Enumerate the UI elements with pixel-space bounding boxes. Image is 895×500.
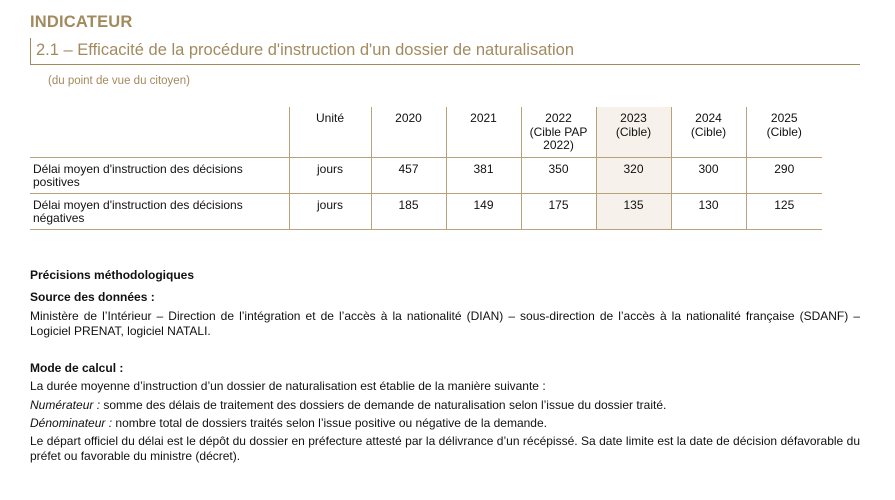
cell-2025: 125: [746, 193, 822, 229]
numerator-line: [30, 398, 666, 413]
cell-2023: 320: [596, 157, 671, 193]
calc-intro: La durée moyenne d’instruction d’un dossier de naturalisation est établie de la manière suivante :: [30, 379, 546, 393]
indicator-label: INDICATEUR: [30, 13, 133, 31]
header-unit: Unité: [289, 107, 371, 157]
table-corner: [30, 107, 289, 157]
cell-2025: 290: [746, 157, 822, 193]
cell-2023: 135: [596, 193, 671, 229]
cell-2024: 130: [671, 193, 746, 229]
indicator-table: [30, 107, 822, 230]
denominator-label: Dénominateur :: [30, 416, 113, 430]
source-heading: Source des données :: [30, 290, 155, 304]
cell-2021: 381: [446, 157, 521, 193]
cell-2021: 149: [446, 193, 521, 229]
row-unit: jours: [289, 193, 371, 229]
indicator-title-box: [30, 38, 860, 65]
header-2025: 2025 (Cible): [766, 111, 802, 139]
header-2022: 2022 (Cible PAP 2022): [521, 107, 596, 157]
cell-2022: 175: [521, 193, 596, 229]
cell-2022: 350: [521, 157, 596, 193]
denominator-line: [30, 416, 547, 431]
start-text: Le départ officiel du délai est le dépôt du dossier en préfecture attesté par la délivrance d’un récépissé. Sa date limite est la date de décision défavorable du préfet ou favorable du ministre (décret).: [30, 434, 860, 463]
table-row: [30, 157, 822, 193]
cell-2020: 185: [371, 193, 446, 229]
indicator-subtitle: (du point de vue du citoyen): [48, 75, 190, 87]
row-label: Délai moyen d'instruction des décisions négatives: [30, 193, 289, 229]
row-label: Délai moyen d'instruction des décisions positives: [30, 157, 289, 193]
indicator-title: 2.1 – Efficacité de la procédure d'instruction d'un dossier de naturalisation: [36, 41, 574, 59]
source-text: Ministère de l’Intérieur – Direction de l’intégration et de l’accès à la nationalité (DIAN) – sous-direction de l’accès à la nationalité française (SDANF) – Logiciel PRENAT, logiciel NATALI.: [30, 309, 860, 338]
denominator-text: nombre total de dossiers traités selon l’issue positive ou négative de la demande.: [115, 416, 547, 430]
header-2024: 2024 (Cible): [671, 107, 746, 157]
numerator-text: somme des délais de traitement des dossiers de demande de naturalisation selon l’issue du dossier traité.: [103, 398, 667, 412]
method-heading: Précisions méthodologiques: [30, 268, 195, 282]
cell-2020: 457: [371, 157, 446, 193]
cell-2024: 300: [671, 157, 746, 193]
row-unit: jours: [289, 157, 371, 193]
numerator-label: Numérateur :: [30, 398, 101, 412]
header-2021: 2021: [446, 107, 521, 157]
table-row: [30, 193, 822, 229]
header-2023: 2023 (Cible): [596, 107, 671, 157]
header-2020: 2020: [371, 107, 446, 157]
calc-heading: Mode de calcul :: [30, 361, 124, 375]
